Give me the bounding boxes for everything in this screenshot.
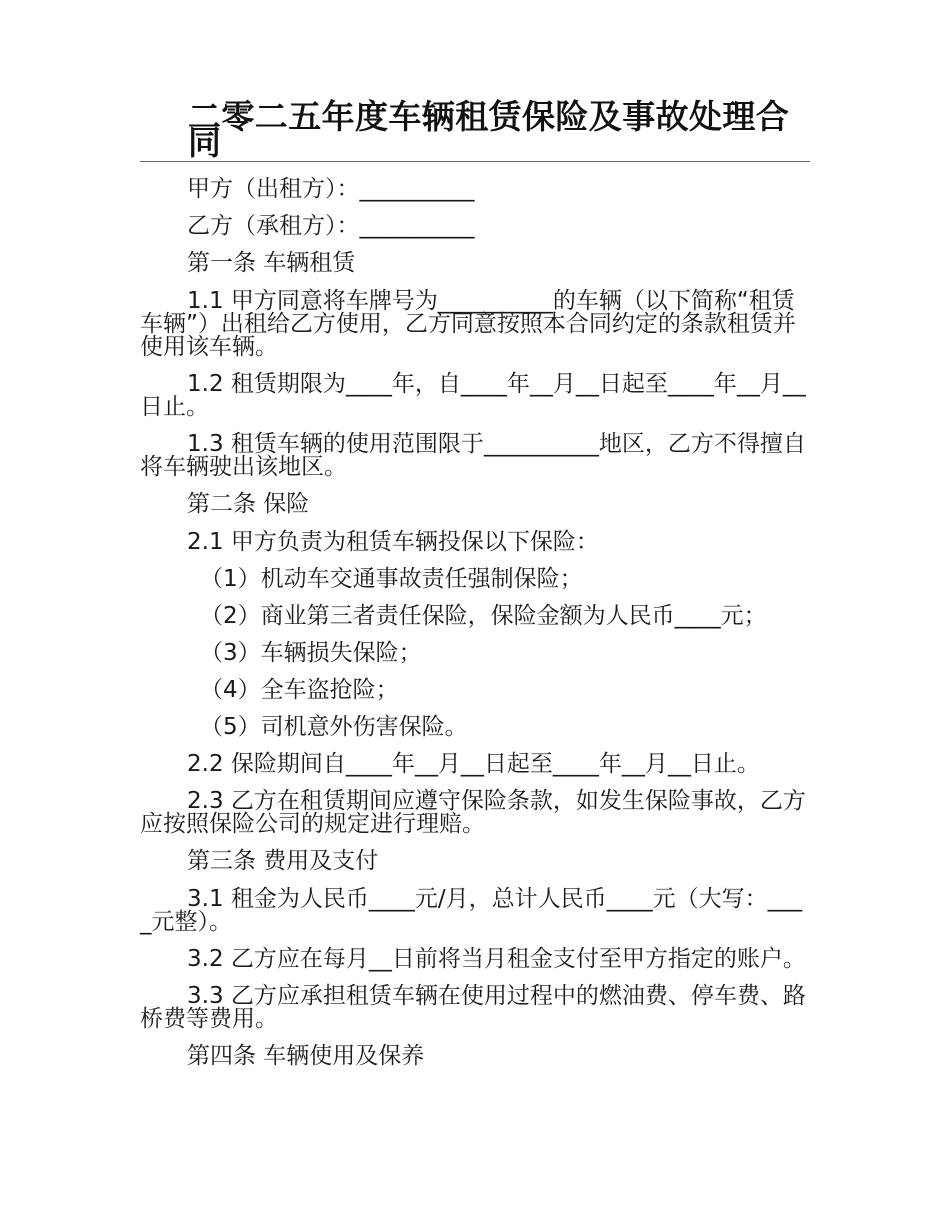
insurance-item-4: （4）全车盗抢险； [200, 677, 399, 703]
insurance-item-1: （1）机动车交通事故责任强制保险； [200, 566, 583, 592]
document-body [140, 178, 810, 1083]
clause-1-2: 1.2 租赁期限为____年，自____年__月__日起至____年__月__日止。 [140, 371, 806, 420]
title-divider [140, 161, 810, 162]
article-2-heading: 第二条 保险 [187, 491, 310, 517]
party-a-line: 甲方（出租方）：__________ [187, 176, 475, 202]
insurance-item-3: （3）车辆损失保险； [200, 640, 422, 666]
document-title: 二零二五年度车辆租赁保险及事故处理合同 [188, 97, 790, 162]
clause-3-1: 3.1 租金为人民币____元/月，总计人民币____元（大写：____元整）。 [140, 886, 803, 935]
clause-1-3: 1.3 租赁车辆的使用范围限于__________地区，乙方不得擅自将车辆驶出该地区。 [140, 431, 806, 480]
party-b-line: 乙方（承租方）：__________ [187, 213, 475, 239]
article-1-heading: 第一条 车辆租赁 [187, 250, 356, 276]
article-3-heading: 第三条 费用及支付 [187, 848, 379, 874]
clause-1-1: 1.1 甲方同意将车牌号为__________的车辆（以下简称“租赁车辆”）出租给乙方使用，乙方同意按照本合同约定的条款租赁并使用该车辆。 [140, 288, 796, 360]
article-4-heading: 第四条 车辆使用及保养 [187, 1043, 425, 1069]
clause-3-3: 3.3 乙方应承担租赁车辆在使用过程中的燃油费、停车费、路桥费等费用。 [140, 983, 806, 1032]
insurance-item-2: （2）商业第三者责任保险，保险金额为人民币____元； [200, 603, 767, 629]
clause-2-1: 2.1 甲方负责为租赁车辆投保以下保险： [187, 529, 599, 555]
insurance-item-5: （5）司机意外伤害保险。 [200, 714, 468, 740]
clause-2-3: 2.3 乙方在租赁期间应遵守保险条款，如发生保险事故，乙方应按照保险公司的规定进行理赔。 [140, 788, 806, 837]
clause-3-2: 3.2 乙方应在每月__日前将当月租金支付至甲方指定的账户。 [187, 946, 806, 972]
clause-2-2: 2.2 保险期间自____年__月__日起至____年__月__日止。 [187, 751, 760, 777]
